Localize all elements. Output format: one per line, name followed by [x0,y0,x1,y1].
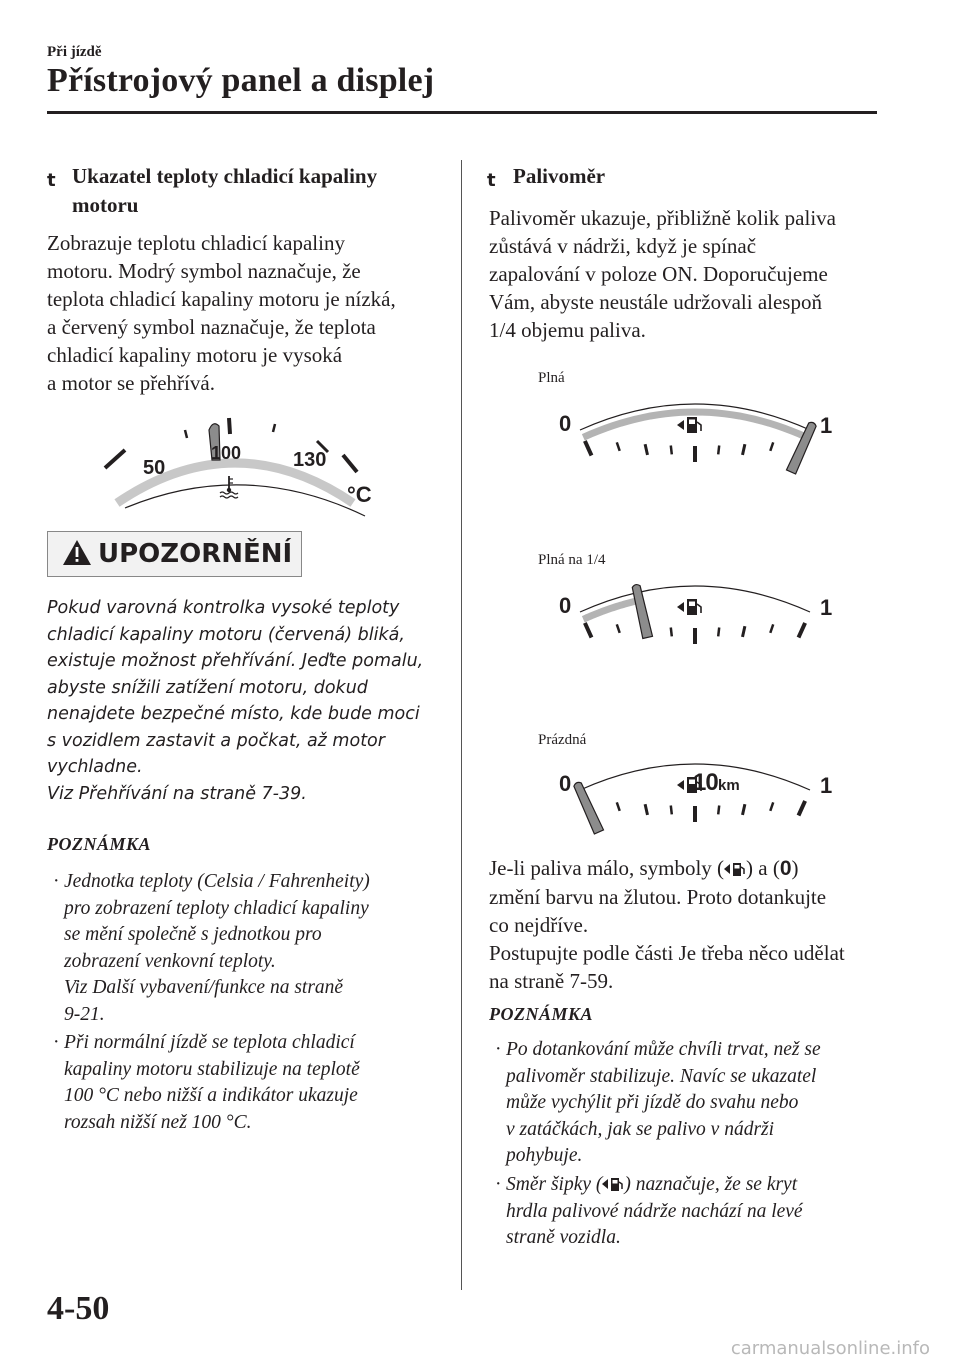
note-title: POZNÁMKA [47,834,152,854]
note-line: pro zobrazení teploty chladicí kapaliny [64,897,369,919]
fuel-zero-symbol: 0 [779,857,792,880]
fuel-section-title: Palivoměr [513,164,606,188]
warning-banner [47,531,302,577]
warning-line: vychladne. [47,757,143,777]
tick-label-100: 100 [211,443,242,463]
text-run: ) naznačuje, že se kryt [624,1174,798,1195]
note-line: Jednotka teploty (Celsia / Fahrenheity) [64,871,370,892]
note-line: pohybuje. [506,1145,583,1166]
fuel-pump-icon [724,861,746,877]
fuel-gauge-tick [671,806,672,815]
warning-line: chladicí kapaliny motoru (červená) bliká, [47,624,405,645]
fuel-level-band [583,600,639,619]
gauge-tick [229,418,230,434]
note-line: může vychýlit při jízdě do svahu nebo [506,1092,799,1113]
pump-window [689,602,695,607]
note-line: hrdla palivové nádrže nachází na levé [506,1200,803,1222]
paragraph-line: zapalování v poloze ON. Doporučujeme [489,262,828,286]
fuel-gauge-tick [645,444,647,455]
warning-line: s vozidlem zastavit a počkat, až motor [47,730,385,751]
page-title: Přístrojový panel a displej [47,62,435,99]
note-line: palivoměr stabilizuje. Navíc se ukazatel [506,1065,817,1087]
note-title: POZNÁMKA [489,1004,594,1024]
fuel-gauge-tick [718,628,719,637]
tick-label-50: 50 [143,457,166,479]
paragraph-line: teplota chladicí kapaliny motoru je nízká, [47,287,396,311]
fuel-max-label: 1 [820,595,833,620]
note-cross-reference[interactable]: Viz Další vybavení/funkce na straně [64,977,344,998]
paragraph-cross-reference[interactable]: Postupujte podle části Je třeba něco udělat [489,941,845,965]
paragraph-line: a červený symbol naznačuje, že teplota [47,315,376,339]
column-divider [461,160,462,1290]
fuel-gauge-empty [555,760,845,855]
fuel-min-label: 0 [559,771,572,796]
fuel-gauge-label-full: Plná [538,370,565,386]
arrow-shape [677,780,684,790]
coolant-section-title [72,162,377,220]
warning-triangle-icon [62,539,92,566]
fuel-gauge-tick [645,804,647,815]
text-run: ) a ( [746,856,780,880]
fuel-description [489,204,836,344]
fuel-pump-icon [677,599,701,615]
note-line: v zatáčkách, jak se palivo v nádrži [506,1118,775,1140]
fuel-gauge-tick [743,626,745,637]
pump-hose [697,604,701,613]
coolant-title-line: Ukazatel teploty chladicí kapaliny [72,164,378,188]
paragraph-line: motoru. Modrý symbol naznačuje, že [47,259,361,283]
fuel-gauge-full [555,400,845,495]
page-number: 4-50 [47,1290,110,1327]
fuel-gauge-tick [718,446,719,455]
note-item: · Směr šipky ( ) naznačuje, že se kryt hrdla palivové nádrže nachází na levé straně vozidla. [489,1172,803,1252]
paragraph-line: Vám, abyste neustále udržovali alespoň [489,290,822,314]
fuel-max-label: 1 [820,413,833,438]
paragraph-line: na straně 7-59. [489,969,614,993]
note-line [506,1172,803,1199]
fuel-gauge-tick [617,442,620,451]
paragraph-line: chladicí kapaliny motoru je vysoká [47,343,343,367]
warning-label: UPOZORNĚNÍ [98,539,293,569]
note-line: kapaliny motoru stabilizuje na teplotě [64,1058,360,1080]
fuel-min-label: 0 [559,593,572,618]
fuel-min-label: 0 [559,411,572,436]
warning-line: Pokud varovná kontrolka vysoké teploty [47,598,400,618]
pump-window [689,420,695,425]
coolant-temperature-icon [220,476,238,498]
note-list [47,869,447,1139]
note-line: Při normální jízdě se teplota chladicí [64,1032,355,1053]
warning-line: existuje možnost přehřívání. Jeďte pomalu, [47,651,424,671]
watermark: carmanualsonline.info [730,1338,930,1359]
fuel-gauge-tick [617,802,620,811]
note-line: 100 °C nebo nižší a indikátor ukazuje [64,1085,358,1106]
gauge-tick [185,430,187,438]
header-rule [47,111,877,114]
warning-line: nenajdete bezpečné místo, kde bude moci [47,704,420,724]
fuel-gauge-label-empty: Prázdná [538,732,587,748]
arrow-shape [677,420,684,430]
gauge-tick [105,450,125,468]
fuel-gauge-tick [770,802,773,811]
fuel-gauge-tick [585,623,592,638]
fuel-gauge-tick [617,624,620,633]
warning-cross-reference[interactable]: Viz Přehřívání na straně 7-39. [47,783,307,804]
note-item: · Při normální jízdě se teplota chladicí kapaliny motoru stabilizuje na teplotě 100 °C nebo nižší a indikátor ukazuje rozsah nižší než 100 °C. [47,1030,360,1136]
fuel-pump-icon [677,417,701,433]
paragraph-line: 1/4 objemu paliva. [489,318,646,342]
fuel-gauge-quarter [555,582,845,677]
text-run: Směr šipky ( [506,1174,603,1195]
fuel-gauge-tick [671,628,672,637]
note-line: 9-21. [64,1003,105,1025]
paragraph-line: Palivoměr ukazuje, přibližně kolik paliva [489,206,836,230]
fuel-gauge-tick [799,801,806,816]
coolant-title-line: motoru [72,193,139,217]
coolant-temperature-gauge [95,408,385,518]
note-line: Po dotankování může chvíli trvat, než se [506,1039,821,1060]
paragraph-line [489,854,845,883]
fuel-low-paragraph [489,854,845,995]
fuel-gauge-tick [743,444,745,455]
fuel-gauge-needle [632,585,652,639]
fuel-gauge-tick [770,442,773,451]
fuel-max-label: 1 [820,773,833,798]
pump-hose [697,422,701,431]
note-list [489,1037,909,1257]
gauge-tick [273,424,275,432]
text-run: Je-li paliva málo, symboly ( [489,856,725,880]
fuel-range-unit: km [718,777,740,794]
pump-body [687,417,697,433]
pump-body [687,599,697,615]
paragraph-line: a motor se přehřívá. [47,371,215,395]
note-item: · Jednotka teploty (Celsia / Fahrenheity) pro zobrazení teploty chladicí kapaliny se mění společně s jednotkou pro zobrazení venkovní teploty. Viz Další vybavení/funkce na straně 9-21. [47,869,370,1028]
fuel-gauge-tick [671,446,672,455]
note-line: rozsah nižší než 100 °C. [64,1111,252,1133]
section-label: Při jízdě [47,44,102,60]
note-item: · Po dotankování může chvíli trvat, než se palivoměr stabilizuje. Navíc se ukazatel může vychýlit při jízdě do svahu nebo v zatáčkách, jak se palivo v nádrži pohybuje. [489,1037,821,1170]
coolant-description [47,229,396,397]
fuel-gauge-tick [770,624,773,633]
arrow-shape [677,602,684,612]
unit-label: °C [347,482,372,507]
fuel-gauge-label-quarter: Plná na 1/4 [538,552,606,568]
fuel-gauge-needle [574,782,604,834]
warning-text [47,595,423,807]
fuel-gauge-tick [799,623,806,638]
gauge-tick [343,455,357,472]
fuel-gauge-tick [743,804,745,815]
paragraph-line: zůstává v nádrži, když je spínač [489,234,757,258]
tick-label-130: 130 [293,449,327,471]
paragraph-line: co nejdříve. [489,913,589,937]
fuel-pump-icon [602,1176,624,1192]
section-bullet: t [47,170,56,191]
fuel-gauge-tick [718,806,719,815]
paragraph-line: Zobrazuje teplotu chladicí kapaliny [47,231,345,255]
fuel-gauge-tick [585,441,592,456]
note-line: zobrazení venkovní teploty. [64,950,276,972]
section-bullet: t [487,170,496,191]
fuel-range-value: 10 [693,769,718,796]
note-line: straně vozidla. [506,1227,621,1248]
paragraph-line: změní barvu na žlutou. Proto dotankujte [489,885,827,909]
note-line: se mění společně s jednotkou pro [64,924,322,945]
warning-line: abyste snížili zatížení motoru, dokud [47,677,368,698]
text-run: ) [791,856,799,880]
